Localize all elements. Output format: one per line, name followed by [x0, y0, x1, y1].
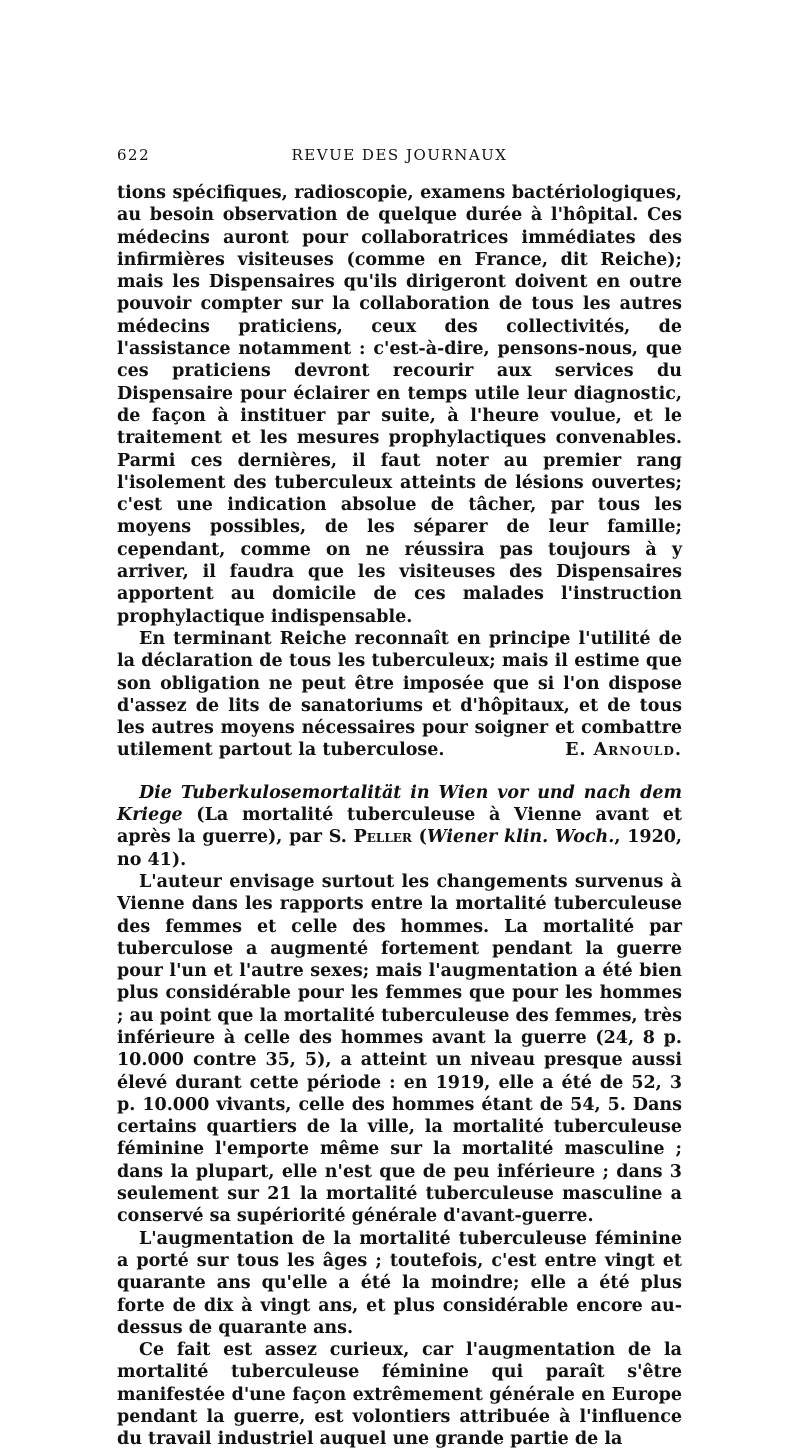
- running-title: REVUE DES JOURNAUX: [291, 146, 508, 164]
- article2-paragraph-1: L'auteur envisage surtout les changements survenus à Vienne dans les rapports entre la mortalité tuberculeuse des femmes et celle des hommes. La mortalité par tuberculose a augmenté fortement pendant la guerre pour l'un et l'autre sexes; mais l'augmentation a été bien plus considérable pour les femmes que pour les hommes ; au point que la mortalité tuberculeuse des femmes, très inférieure à celle des hommes avant la guerre (24, 8 p. 10.000 contre 35, 5), a atteint un niveau presque aussi élevé durant cette période : en 1919, elle a été de 52, 3 p. 10.000 vivants, celle des hommes étant de 54, 5. Dans certains quartiers de la ville, la mortalité tuberculeuse féminine l'emporte même sur la mortalité masculine ; dans la plupart, elle n'est que de peu inférieure ; dans 3 seulement sur 21 la mortalité tuberculeuse masculine a conservé sa supériorité générale d'avant-guerre.: [117, 871, 682, 1227]
- article2-paragraph-2: L'augmentation de la mortalité tuberculeuse féminine a porté sur tous les âges ; toutefois, c'est entre vingt et quarante ans qu'elle a été la moindre; elle a été plus forte de dix à vingt ans, et plus considérable encore au-dessus de quarante ans.: [117, 1228, 682, 1338]
- article2-source-details: , 1920, no 41).: [117, 827, 683, 870]
- article2-reference: [117, 782, 682, 871]
- author-signature: E. Arnould.: [565, 740, 682, 761]
- article2-title: Die Tuberkulosemortalität in Wien vor und nach dem Kriege: [117, 782, 682, 826]
- article2-author: S. Peller: [328, 827, 412, 848]
- page-header: [117, 146, 682, 166]
- article2-paragraph-3: Ce fait est assez curieux, car l'augmentation de la mortalité tuberculeuse féminine qui paraît s'être manifestée d'une façon extrêmement générale en Europe pendant la guerre, est volontiers attribuée à l'influence du travail industriel auquel une grande partie de la: [117, 1340, 682, 1450]
- page-body: [117, 182, 682, 1451]
- article2-source-open: (: [411, 827, 427, 848]
- article1-paragraph-2-text: En terminant Reiche reconnaît en principe l'utilité de la déclaration de tous les tuberculeux; mais il estime que son obligation ne peut être imposée que si l'on dispose d'assez de lits de sanatoriums et d'hôpitaux, et de tous les autres moyens nécessaires pour soigner et combattre utilement partout la tuberculose.: [117, 628, 682, 761]
- article1-paragraph-2: [117, 628, 682, 762]
- article1-paragraph-1: tions spécifiques, radioscopie, examens bactériologiques, au besoin observation de quelque durée à l'hôpital. Ces médecins auront pour collaboratrices immédiates des infirmières visiteuses (comme en France, dit Reiche); mais les Dispensaires qu'ils dirigeront doivent en outre pouvoir compter sur la collaboration de tous les autres médecins praticiens, ceux des collectivités, de l'assistance notamment : c'est-à-dire, pensons-nous, que ces praticiens devront recourir aux services du Dispensaire pour éclairer en temps utile leur diagnostic, de façon à instituer par suite, à l'heure voulue, et le traitement et les mesures prophylactiques convenables. Parmi ces dernières, il faut noter au premier rang l'isolement des tuberculeux atteints de lésions ouvertes; c'est une indication absolue de tâcher, par tous les moyens possibles, de les séparer de leur famille; cependant, comme on ne réussira pas toujours à y arriver, il faudra que les visiteuses des Dispensaires apportent au domicile de ces malades l'instruction prophylactique indispensable.: [117, 183, 682, 627]
- article2-journal: Wiener klin. Woch.: [426, 827, 615, 848]
- article2-title-translation: (La mortalité tuberculeuse à Vienne avant et après la guerre), par: [117, 805, 682, 848]
- page-number: 622: [117, 146, 151, 164]
